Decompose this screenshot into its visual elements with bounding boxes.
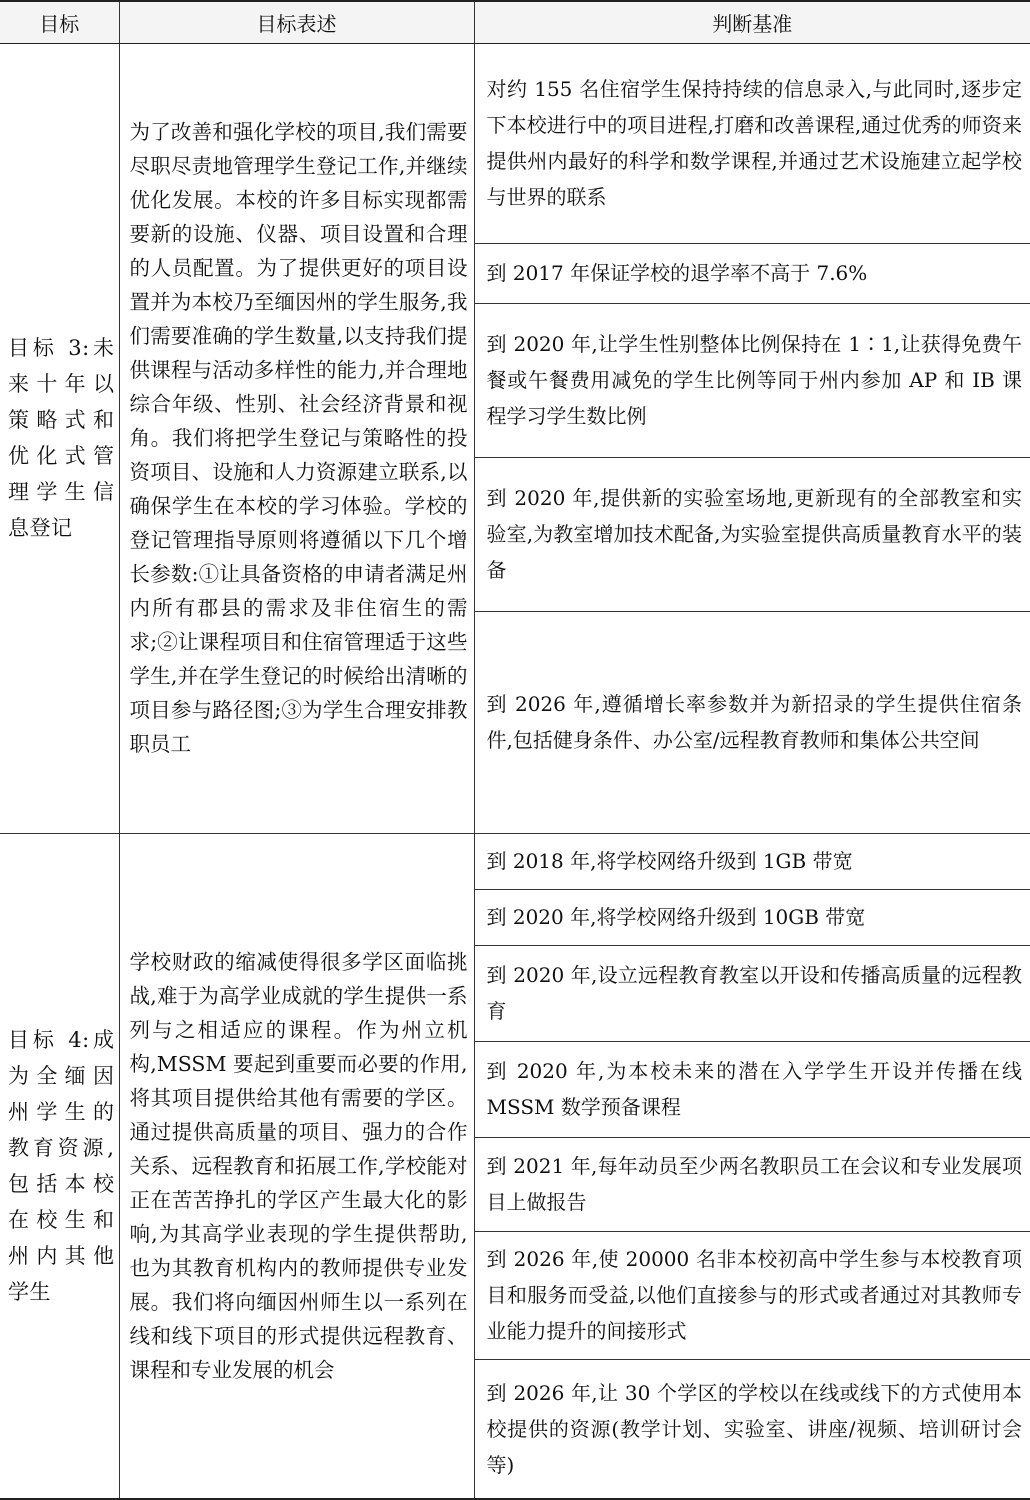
table-row xyxy=(0,833,1030,889)
criterion-cell: 到 2020 年,设立远程教育教室以开设和传播高质量的远程教育 xyxy=(474,945,1030,1041)
criterion-cell: 到 2021 年,每年动员至少两名教职员工在会议和专业发展项目上做报告 xyxy=(474,1137,1030,1231)
header-row xyxy=(0,1,1030,43)
criterion-cell: 到 2020 年,让学生性别整体比例保持在 1∶1,让获得免费午餐或午餐费用减免的学生比例等同于州内参加 AP 和 IB 课程学习学生数比例 xyxy=(474,303,1030,457)
goal-statement: 为了改善和强化学校的项目,我们需要尽职尽责地管理学生登记工作,并继续优化发展。本校的许多目标实现都需要新的设施、仪器、项目设置和合理的人员配置。为了提供更好的项目设置并为本校乃至缅因州的学生服务,我们需要准确的学生数量,以支持我们提供课程与活动多样性的能力,并合理地综合年级、性别、社会经济背景和视角。我们将把学生登记与策略性的投资项目、设施和人力资源建立联系,以确保学生在本校的学习体验。学校的登记管理指导原则将遵循以下几个增长参数:①让具备资格的申请者满足州内所有郡县的需求及非住宿生的需求;②让课程项目和住宿管理适于这些学生,并在学生登记的时候给出清晰的项目参与路径图;③为学生合理安排教职员工 xyxy=(119,43,474,833)
table-row xyxy=(0,43,1030,243)
goal-name: 目标 3:未来十年以策略式和优化式管理学生信息登记 xyxy=(0,43,119,833)
goal-statement: 学校财政的缩减使得很多学区面临挑战,难于为高学业成就的学生提供一系列与之相适应的课程。作为州立机构,MSSM 要起到重要而必要的作用,将其项目提供给其他有需要的学区。通过提供高质量的项目、强力的合作关系、远程教育和拓展工作,学校能对正在苦苦挣扎的学区产生最大化的影响,为其高学业表现的学生提供帮助,也为其教育机构内的教师提供专业发展。我们将向缅因州师生以一系列在线和线下项目的形式提供远程教育、课程和专业发展的机会 xyxy=(119,833,474,1499)
criterion-cell: 到 2020 年,将学校网络升级到 10GB 带宽 xyxy=(474,889,1030,945)
criterion-cell: 到 2020 年,提供新的实验室场地,更新现有的全部教室和实验室,为教室增加技术配备,为实验室提供高质量教育水平的装备 xyxy=(474,457,1030,611)
criterion-cell: 到 2018 年,将学校网络升级到 1GB 带宽 xyxy=(474,833,1030,889)
header-statement: 目标表述 xyxy=(119,1,474,43)
header-goal: 目标 xyxy=(0,1,119,43)
criterion-cell: 到 2017 年保证学校的退学率不高于 7.6% xyxy=(474,243,1030,303)
goal-name: 目标 4:成为全缅因州学生的教育资源,包括本校在校生和州内其他学生 xyxy=(0,833,119,1499)
criterion-cell: 对约 155 名住宿学生保持持续的信息录入,与此同时,逐步定下本校进行中的项目进程,打磨和改善课程,通过优秀的师资来提供州内最好的科学和数学课程,并通过艺术设施建立起学校与世界的联系 xyxy=(474,43,1030,243)
criterion-cell: 到 2026 年,使 20000 名非本校初高中学生参与本校教育项目和服务而受益,以他们直接参与的形式或者通过对其教师专业能力提升的间接形式 xyxy=(474,1231,1030,1359)
criterion-cell: 到 2020 年,为本校未来的潜在入学学生开设并传播在线 MSSM 数学预备课程 xyxy=(474,1041,1030,1137)
criterion-cell: 到 2026 年,遵循增长率参数并为新招录的学生提供住宿条件,包括健身条件、办公室/远程教育教师和集体公共空间 xyxy=(474,611,1030,833)
criterion-cell: 到 2026 年,让 30 个学区的学校以在线或线下的方式使用本校提供的资源(教学计划、实验室、讲座/视频、培训研讨会等) xyxy=(474,1359,1030,1499)
header-criteria: 判断基准 xyxy=(474,1,1030,43)
